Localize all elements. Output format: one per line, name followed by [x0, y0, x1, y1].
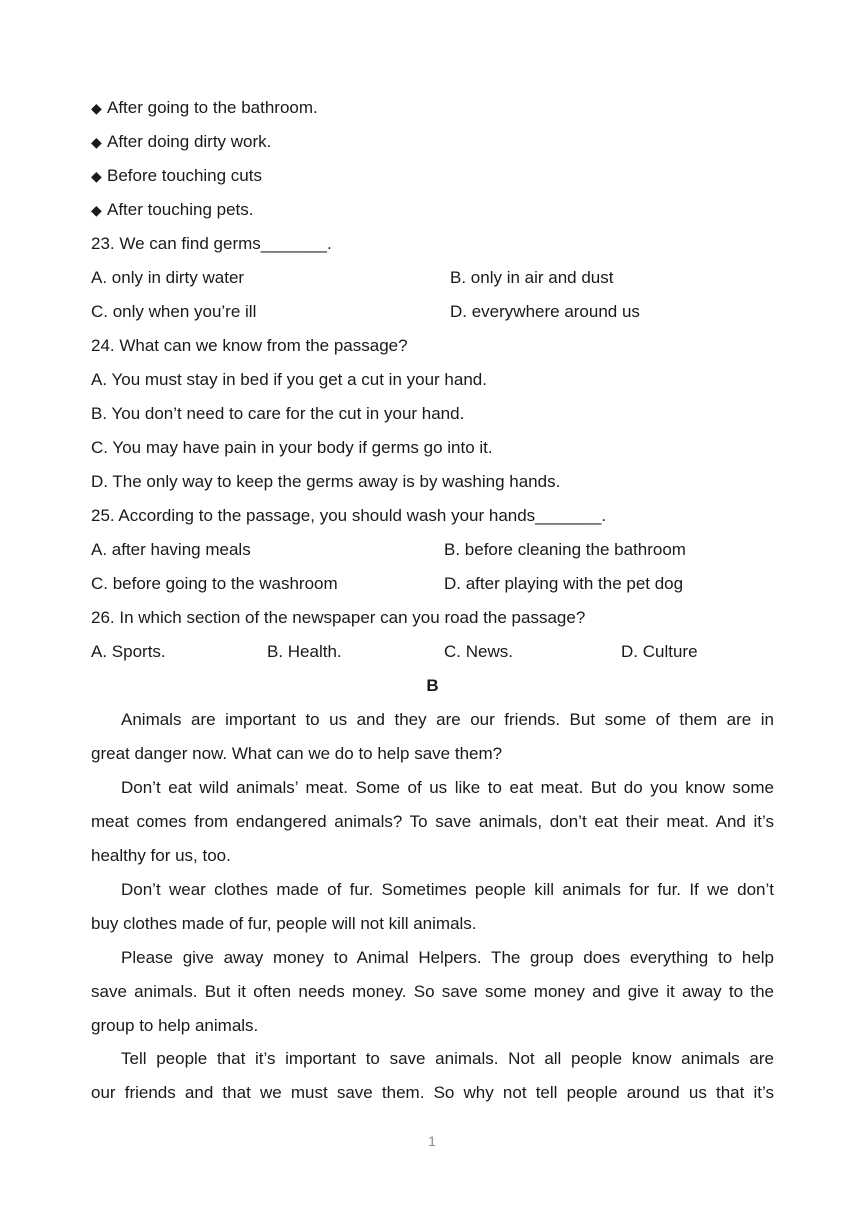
- q26-option-d: D. Culture: [621, 642, 698, 661]
- q23-option-d: D. everywhere around us: [450, 302, 640, 321]
- diamond-bullet-icon: ◆: [91, 168, 102, 184]
- q24-option-a: A. You must stay in bed if you get a cut in your hand.: [91, 370, 487, 389]
- passage-line: great danger now. What can we do to help save them?: [91, 744, 503, 763]
- q23-option-b: B. only in air and dust: [450, 268, 614, 287]
- passage-line: meat comes from endangered animals? To save animals, don’t eat their meat. And it’s: [91, 812, 774, 831]
- passage-line: healthy for us, too.: [91, 846, 231, 865]
- bullet-item: ◆ Before touching cuts: [91, 166, 262, 185]
- diamond-bullet-icon: ◆: [91, 202, 102, 218]
- question-23: 23. We can find germs_______.: [91, 234, 332, 253]
- q23-option-a: A. only in dirty water: [91, 268, 245, 287]
- q26-option-b: B. Health.: [267, 642, 342, 661]
- q26-option-a: A. Sports.: [91, 642, 166, 661]
- question-24: 24. What can we know from the passage?: [91, 336, 408, 355]
- q25-option-d: D. after playing with the pet dog: [444, 574, 684, 593]
- q25-option-c: C. before going to the washroom: [91, 574, 338, 593]
- section-title: B: [426, 676, 439, 695]
- q25-option-b: B. before cleaning the bathroom: [444, 540, 686, 559]
- q24-option-c: C. You may have pain in your body if germs go into it.: [91, 438, 493, 457]
- passage-line: Don’t eat wild animals’ meat. Some of us like to eat meat. But do you know some: [121, 778, 774, 797]
- diamond-bullet-icon: ◆: [91, 134, 102, 150]
- q25-option-a: A. after having meals: [91, 540, 251, 559]
- passage-line: Tell people that it’s important to save animals. Not all people know animals are: [121, 1049, 774, 1068]
- passage-line: buy clothes made of fur, people will not kill animals.: [91, 914, 477, 933]
- passage-line: Please give away money to Animal Helpers. The group does everything to help: [121, 948, 774, 967]
- question-25: 25. According to the passage, you should wash your hands_______.: [91, 506, 607, 525]
- bullet-item: ◆ After touching pets.: [91, 200, 254, 219]
- q24-option-b: B. You don’t need to care for the cut in your hand.: [91, 404, 465, 423]
- passage-line: group to help animals.: [91, 1016, 259, 1035]
- passage-line: save animals. But it often needs money. So save some money and give it away to the: [91, 982, 774, 1001]
- question-26: 26. In which section of the newspaper can you road the passage?: [91, 608, 586, 627]
- passage-line: Animals are important to us and they are our friends. But some of them are in: [121, 710, 774, 729]
- diamond-bullet-icon: ◆: [91, 100, 102, 116]
- passage-line: our friends and that we must save them. So why not tell people around us that it’s: [91, 1083, 774, 1102]
- q24-option-d: D. The only way to keep the germs away is by washing hands.: [91, 472, 561, 491]
- bullet-item: ◆ After doing dirty work.: [91, 132, 272, 151]
- bullet-item: ◆ After going to the bathroom.: [91, 98, 318, 117]
- q23-option-c: C. only when you’re ill: [91, 302, 257, 321]
- q26-option-c: C. News.: [444, 642, 513, 661]
- page-number: 1: [428, 1133, 436, 1149]
- passage-line: Don’t wear clothes made of fur. Sometimes people kill animals for fur. If we don’t: [121, 880, 774, 899]
